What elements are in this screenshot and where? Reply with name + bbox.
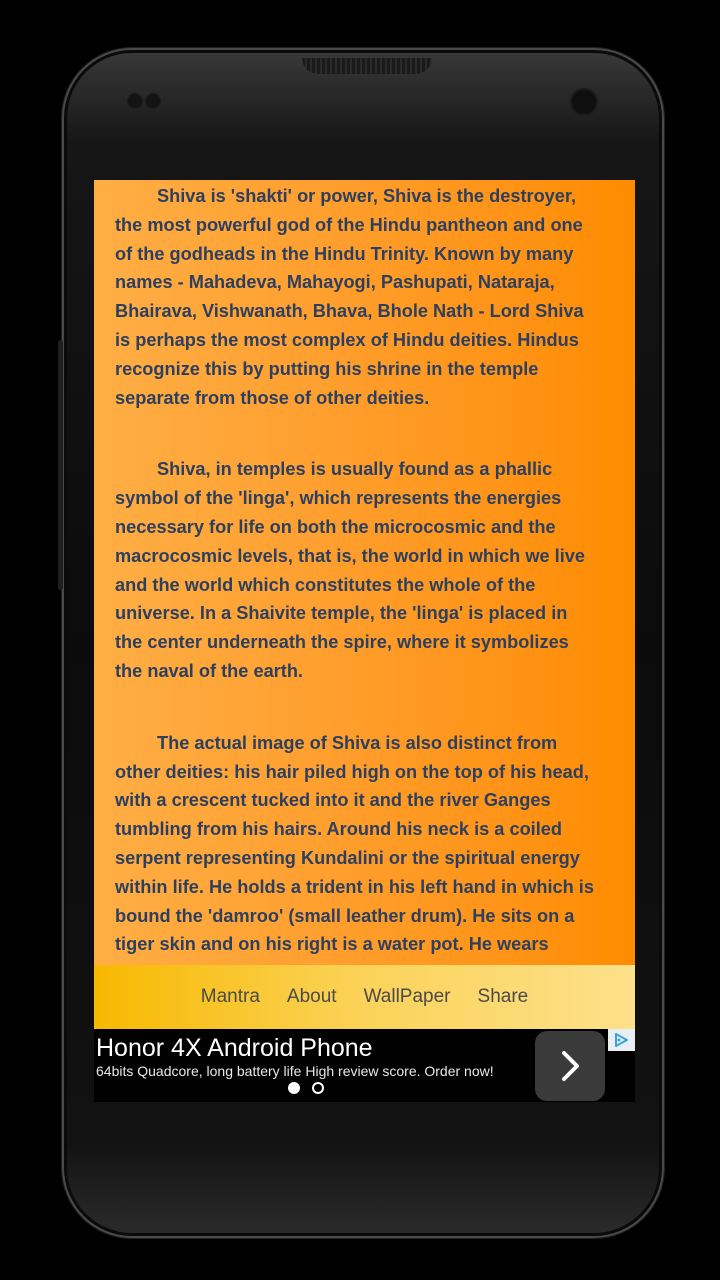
nav-item-mantra[interactable]: Mantra <box>200 986 260 1007</box>
article-paragraph: Shiva, in temples is usually found as a phallic symbol of the 'linga', which represents the energies necessary for life on both the microcosmic and the macrocosmic levels, that is, the world in which we live and the world which constitutes the whole of the universe. In a Shaivite temple, the 'linga' is placed in the center underneath the spire, where it symbolizes the naval of the earth. <box>115 459 585 681</box>
ad-description[interactable]: 64bits Quadcore, long battery life High review score. Order now! <box>96 1063 494 1079</box>
app-screen <box>94 180 635 1102</box>
proximity-sensor <box>128 94 142 108</box>
bottom-nav <box>94 965 635 1029</box>
ad-title[interactable]: Honor 4X Android Phone <box>96 1034 373 1062</box>
adchoices-glyph-icon <box>612 1032 632 1048</box>
front-camera <box>572 90 596 114</box>
chevron-right-icon <box>556 1049 584 1083</box>
pager-dot <box>312 1082 324 1094</box>
article-paragraph: Shiva is 'shakti' or power, Shiva is the destroyer, the most powerful god of the Hindu pantheon and one of the godheads in the Hindu Trinity. Known by many names - Mahadeva, Mahayogi, Pashupati, Nataraja, Bhairava, Vishwanath, Bhava, Bhole Nath - Lord Shiva is perhaps the most complex of Hindu deities. Hindus recognize this by putting his shrine in the temple separate from those of other deities. <box>115 186 584 408</box>
volume-button <box>58 340 63 590</box>
ad-banner[interactable] <box>94 1029 635 1102</box>
article-paragraph: The actual image of Shiva is also distinct from other deities: his hair piled high on the top of his head, with a crescent tucked into it and the river Ganges tumbling from his hairs. Around his neck is a coiled serpent representing Kundalini or the spiritual energy within life. He holds a trident in his left hand in which is bound the 'damroo' (small leather drum). He sits on a tiger skin and on his right is a water pot. He wears <box>115 732 594 955</box>
ad-pager <box>288 1082 324 1094</box>
ad-open-button[interactable] <box>535 1031 605 1101</box>
nav-item-share[interactable]: Share <box>477 986 529 1007</box>
nav-item-about[interactable]: About <box>286 986 337 1007</box>
pager-dot-active <box>288 1082 300 1094</box>
light-sensor <box>146 94 160 108</box>
earpiece-speaker <box>302 58 432 74</box>
nav-item-wallpaper[interactable]: WallPaper <box>363 986 451 1007</box>
adchoices-icon[interactable] <box>608 1029 635 1051</box>
article-content[interactable] <box>94 180 635 965</box>
